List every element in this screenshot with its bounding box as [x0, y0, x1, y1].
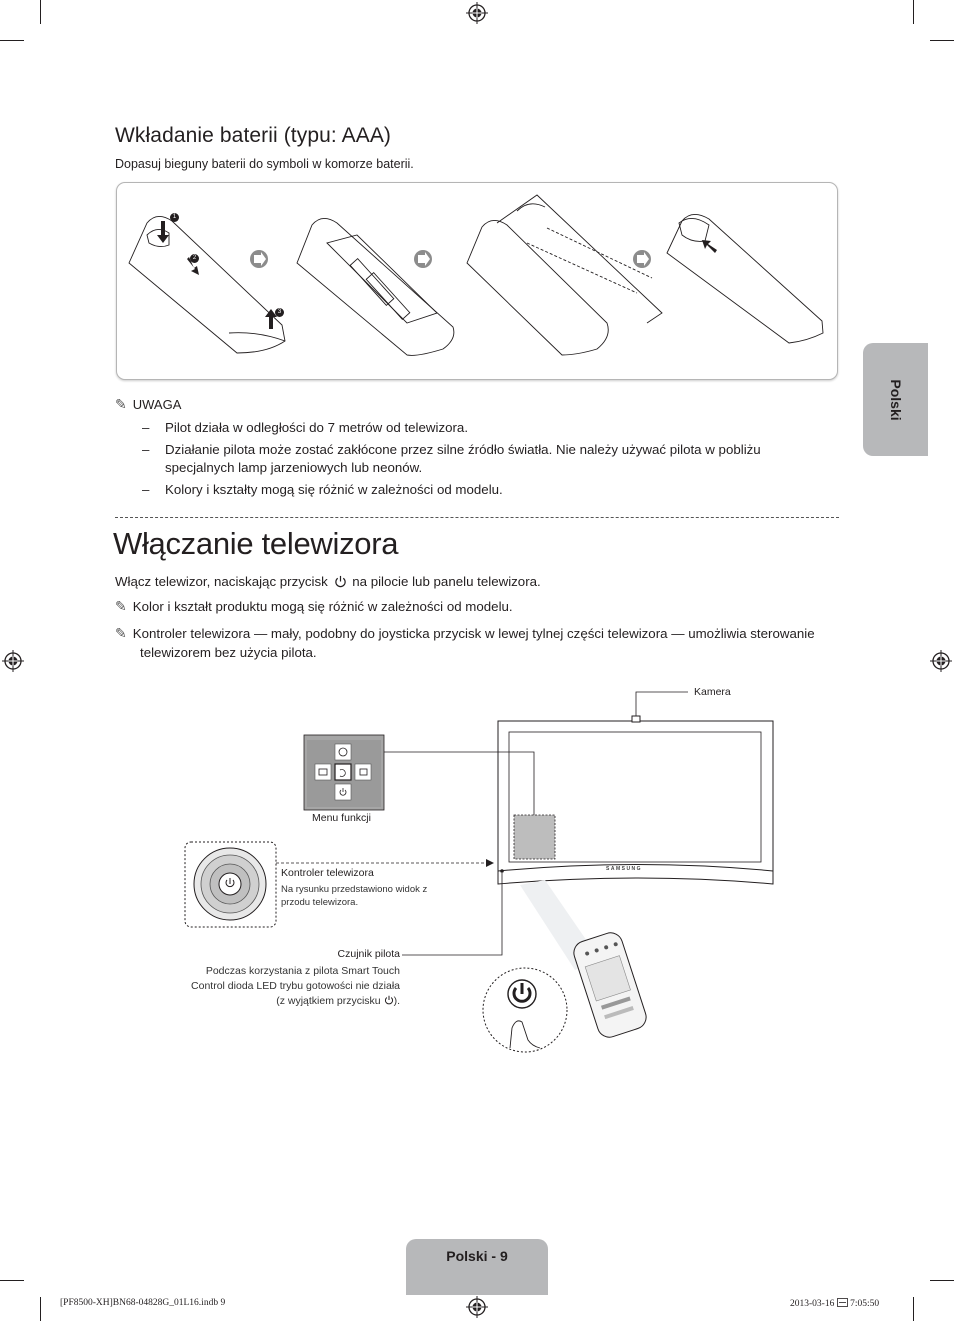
note-label: UWAGA	[132, 397, 182, 412]
crop-mark	[0, 40, 24, 41]
registration-mark-icon	[930, 650, 952, 672]
note-list	[142, 419, 832, 502]
list-item: – Kolory i kształty mogą się różnić w zależności od modelu.	[142, 481, 503, 497]
crop-mark	[40, 1297, 41, 1321]
crop-mark	[913, 0, 914, 24]
registration-mark-icon	[466, 1296, 488, 1318]
brand-logo: SAMSUNG	[606, 866, 643, 872]
clock-icon	[837, 1298, 848, 1307]
footer-timestamp: 2013-03-16 7:05:50	[790, 1299, 880, 1309]
pencil-icon: ✎	[115, 396, 127, 412]
crop-mark	[930, 1280, 954, 1281]
battery-heading: Wkładanie baterii (typu: AAA)	[115, 124, 392, 147]
sensor-label: Czujnik pilota	[337, 948, 400, 960]
camera-label: Kamera	[694, 686, 731, 698]
pencil-icon: ✎	[115, 625, 127, 641]
power-note-1: ✎ Kolor i kształt produktu mogą się różnić w zależności od modelu.	[115, 598, 513, 614]
pencil-icon: ✎	[115, 598, 127, 614]
list-item: – Działanie pilota może zostać zakłócone przez silne źródło światła. Nie należy używać pilota w pobliżu specjalnych lamp jarzeniowych lub neonów.	[142, 441, 761, 475]
step-number-2: 2	[190, 254, 199, 263]
step-arrow-icon	[250, 250, 651, 268]
registration-mark-icon	[2, 650, 24, 672]
step-number-3: 3	[275, 308, 284, 317]
controller-desc: Na rysunku przedstawiono widok z przodu telewizora.	[281, 884, 428, 908]
controller-label: Kontroler telewizora	[281, 867, 374, 879]
crop-mark	[930, 40, 954, 41]
battery-illustration	[116, 182, 838, 380]
note-heading	[115, 396, 181, 413]
footer-file: [PF8500-XH]BN68-04828G_01L16.indb 9	[60, 1298, 226, 1308]
power-title: Włączanie telewizora	[113, 526, 399, 561]
sensor-desc: Podczas korzystania z pilota Smart Touch Control dioda LED trybu gotowości nie działa (z wyjątkiem przycisku ).	[191, 965, 400, 1007]
list-item: – Pilot działa w odległości do 7 metrów od telewizora.	[142, 420, 469, 435]
battery-steps-drawing	[117, 183, 837, 379]
power-intro: Włącz telewizor, naciskając przycisk na pilocie lub panelu telewizora.	[115, 574, 541, 589]
crop-mark	[0, 1280, 24, 1281]
tv-diagram	[0, 680, 954, 1060]
menu-label: Menu funkcji	[312, 812, 371, 824]
registration-mark-icon	[466, 2, 488, 24]
power-note-2: ✎ Kontroler telewizora — mały, podobny do joysticka przycisk w lewej tylnej części telewizora — umożliwia sterowanie telewizorem bez użycia pilota.	[115, 625, 815, 660]
crop-mark	[40, 0, 41, 24]
section-divider	[115, 517, 839, 518]
language-tab: Polski	[863, 343, 928, 456]
power-icon	[334, 575, 347, 588]
page-number-tab: Polski - 9	[406, 1239, 548, 1295]
crop-mark	[913, 1297, 914, 1321]
battery-instruction: Dopasuj bieguny baterii do symboli w komorze baterii.	[115, 157, 414, 171]
step-number-1: 1	[170, 213, 179, 222]
power-icon	[384, 995, 394, 1005]
